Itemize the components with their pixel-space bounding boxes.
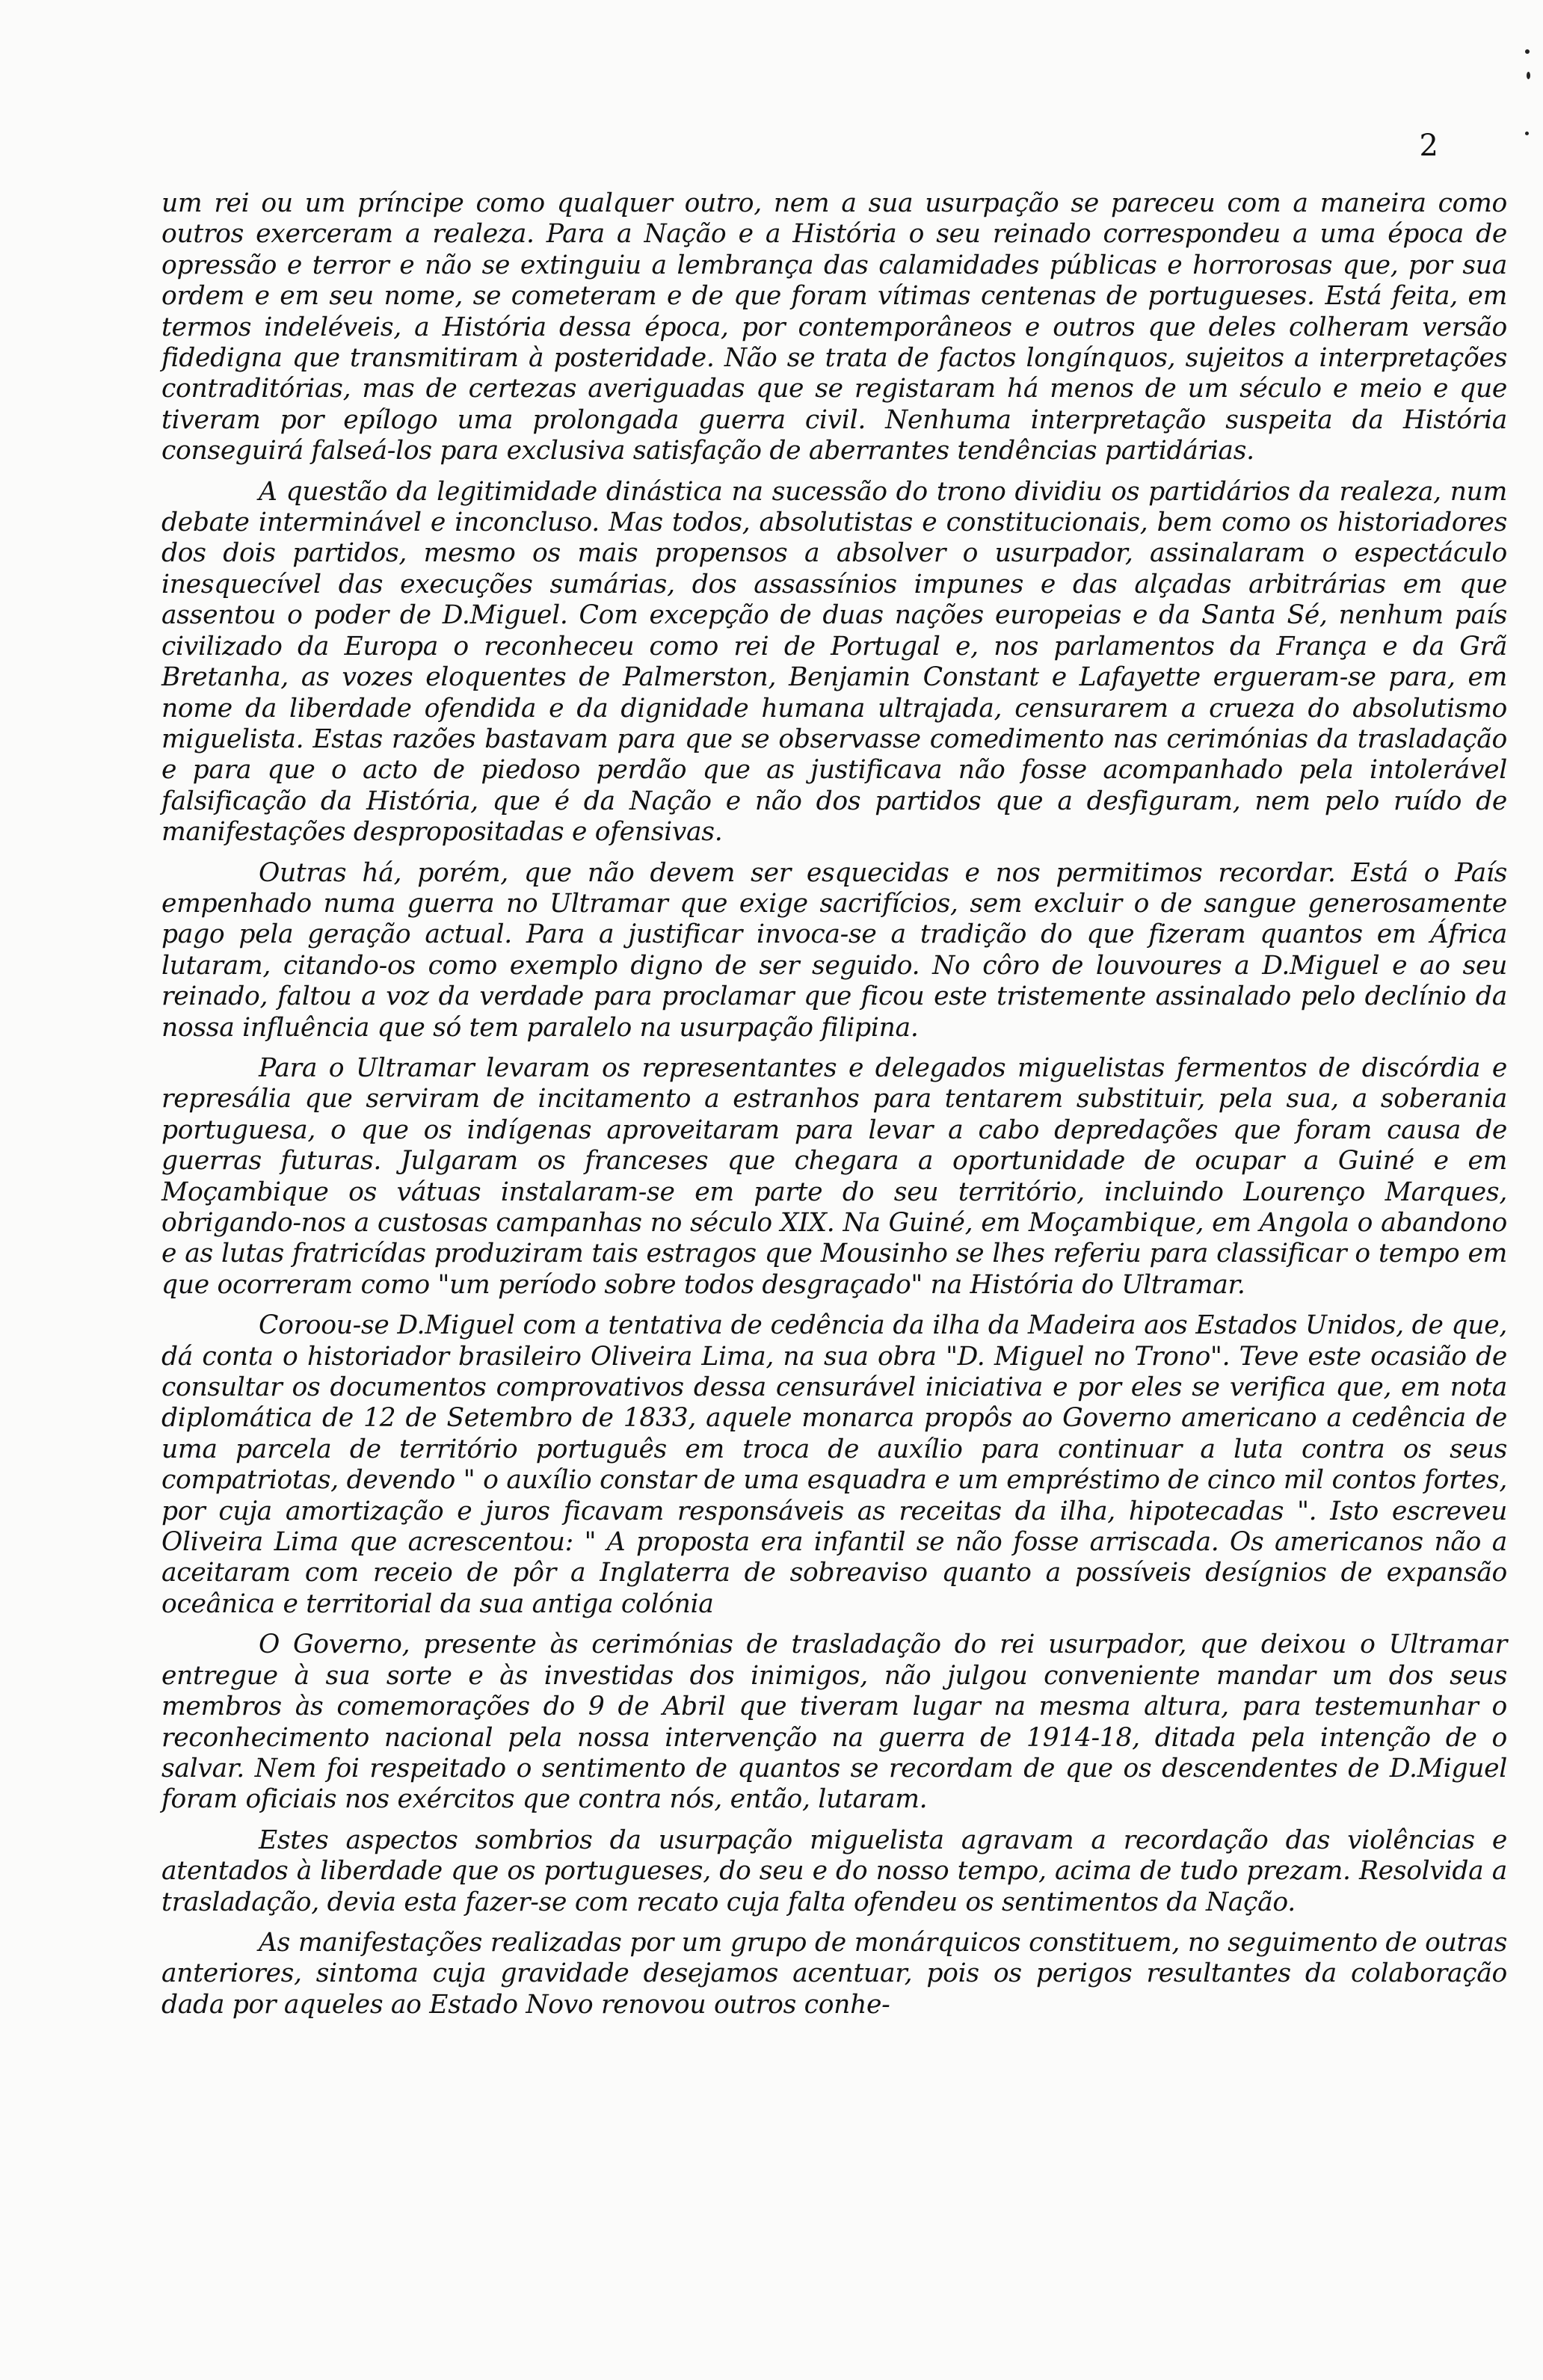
page-number: 2 [1419, 129, 1438, 163]
paragraph-5: Coroou-se D.Miguel com a tentativa de cedência da ilha da Madeira aos Estados Unidos, de que, dá conta o historiador brasileiro Oliveira Lima, na sua obra "D. Miguel no Trono". Teve este ocasião de consultar os documentos comprovativos dessa censurável iniciativa e por eles se verifica que, em nota diplomática de 12 de Setembro de 1833, aquele monarca propôs ao Governo americano a cedência de uma parcela de território português em troca de auxílio para continuar a luta contra os seus compatriotas, devendo " o auxílio constar de uma esquadra e um empréstimo de cinco mil contos fortes, por cuja amortização e juros ficavam responsáveis as receitas da ilha, hipotecadas ". Isto escreveu Oliveira Lima que acrescentou: " A proposta era infantil se não fosse arriscada. Os americanos não a aceitaram com receio de pôr a Inglaterra de sobreaviso quanto a possíveis desígnios de expansão oceânica e territorial da sua antiga colónia [161, 1310, 1507, 1619]
paragraph-1: um rei ou um príncipe como qualquer outro, nem a sua usurpação se pareceu com a maneira como outros exerceram a realeza. Para a Nação e a História o seu reinado correspondeu a uma época de opressão e terror e não se extinguiu a lembrança das calamidades públicas e horrorosas que, por sua ordem e em seu nome, se cometeram e de que foram vítimas centenas de portugueses. Está feita, em termos indeléveis, a História dessa época, por contemporâneos e outros que deles colheram versão fidedigna que transmitiram à posteridade. Não se trata de factos longínquos, sujeitos a interpretações contraditórias, mas de certezas averiguadas que se registaram há menos de um século e meio e que tiveram por epílogo uma prolongada guerra civil. Nenhuma interpretação suspeita da História conseguirá falseá-los para exclusiva satisfação de aberrantes tendências partidárias. [161, 188, 1507, 466]
scan-dot-mark [1527, 72, 1530, 79]
paragraph-3: Outras há, porém, que não devem ser esquecidas e nos permitimos recordar. Está o País empenhado numa guerra no Ultramar que exige sacrifícios, sem excluir o de sangue generosamente pago pela geração actual. Para a justificar invoca-se a tradição do que fizeram quantos em África lutaram, citando-os como exemplo digno de ser seguido. No côro de louvoures a D.Miguel e ao seu reinado, faltou a voz da verdade para proclamar que ficou este tristemente assinalado pelo declínio da nossa influência que só tem paralelo na usurpação filipina. [161, 857, 1507, 1043]
paragraph-7: Estes aspectos sombrios da usurpação miguelista agravam a recordação das violências e atentados à liberdade que os portugueses, do seu e do nosso tempo, acima de tudo prezam. Resolvida a trasladação, devia esta fazer-se com recato cuja falta ofendeu os sentimentos da Nação. [161, 1825, 1507, 1917]
body-text [161, 188, 1507, 2030]
scan-dot-mark [1525, 49, 1530, 54]
paragraph-2: A questão da legitimidade dinástica na sucessão do trono dividiu os partidários da realeza, num debate interminável e inconcluso. Mas todos, absolutistas e constitucionais, bem como os historiadores dos dois partidos, mesmo os mais propensos a absolver o usurpador, assinalaram o espectáculo inesquecível das execuções sumárias, dos assassínios impunes e das alçadas arbitrárias em que assentou o poder de D.Miguel. Com excepção de duas nações europeias e da Santa Sé, nenhum país civilizado da Europa o reconheceu como rei de Portugal e, nos parlamentos da França e da Grã Bretanha, as vozes eloquentes de Palmerston, Benjamin Constant e Lafayette ergueram-se para, em nome da liberdade ofendida e da dignidade humana ultrajada, censurarem a crueza do absolutismo miguelista. Estas razões bastavam para que se observasse comedimento nas cerimónias da trasladação e para que o acto de piedoso perdão que as justificava não fosse acompanhado pela intolerável falsificação da História, que é da Nação e não dos partidos que a desfiguram, nem pelo ruído de manifestações despropositadas e ofensivas. [161, 476, 1507, 848]
paragraph-8: As manifestações realizadas por um grupo de monárquicos constituem, no seguimento de outras anteriores, sintoma cuja gravidade desejamos acentuar, pois os perigos resultantes da colaboração dada por aqueles ao Estado Novo renovou outros conhe- [161, 1927, 1507, 2020]
scan-dot-mark [1525, 132, 1529, 135]
paragraph-6: O Governo, presente às cerimónias de trasladação do rei usurpador, que deixou o Ultramar entregue à sua sorte e às investidas dos inimigos, não julgou conveniente mandar um dos seus membros às comemorações do 9 de Abril que tiveram lugar na mesma altura, para testemunhar o reconhecimento nacional pela nossa intervenção na guerra de 1914-18, ditada pela intenção de o salvar. Nem foi respeitado o sentimento de quantos se recordam de que os descendentes de D.Miguel foram oficiais nos exércitos que contra nós, então, lutaram. [161, 1630, 1507, 1815]
paragraph-4: Para o Ultramar levaram os representantes e delegados miguelistas fermentos de discórdia e represália que serviram de incitamento a estranhos para tentarem substituir, pela sua, a soberania portuguesa, o que os indígenas aproveitaram para levar a cabo depredações que foram causa de guerras futuras. Julgaram os franceses que chegara a oportunidade de ocupar a Guiné e em Moçambique os vátuas instalaram-se em parte do seu território, incluindo Lourenço Marques, obrigando-nos a custosas campanhas no século XIX. Na Guiné, em Moçambique, em Angola o abandono e as lutas fratricídas produziram tais estragos que Mousinho se lhes referiu para classificar o tempo em que ocorreram como "um período sobre todos desgraçado" na História do Ultramar. [161, 1052, 1507, 1300]
